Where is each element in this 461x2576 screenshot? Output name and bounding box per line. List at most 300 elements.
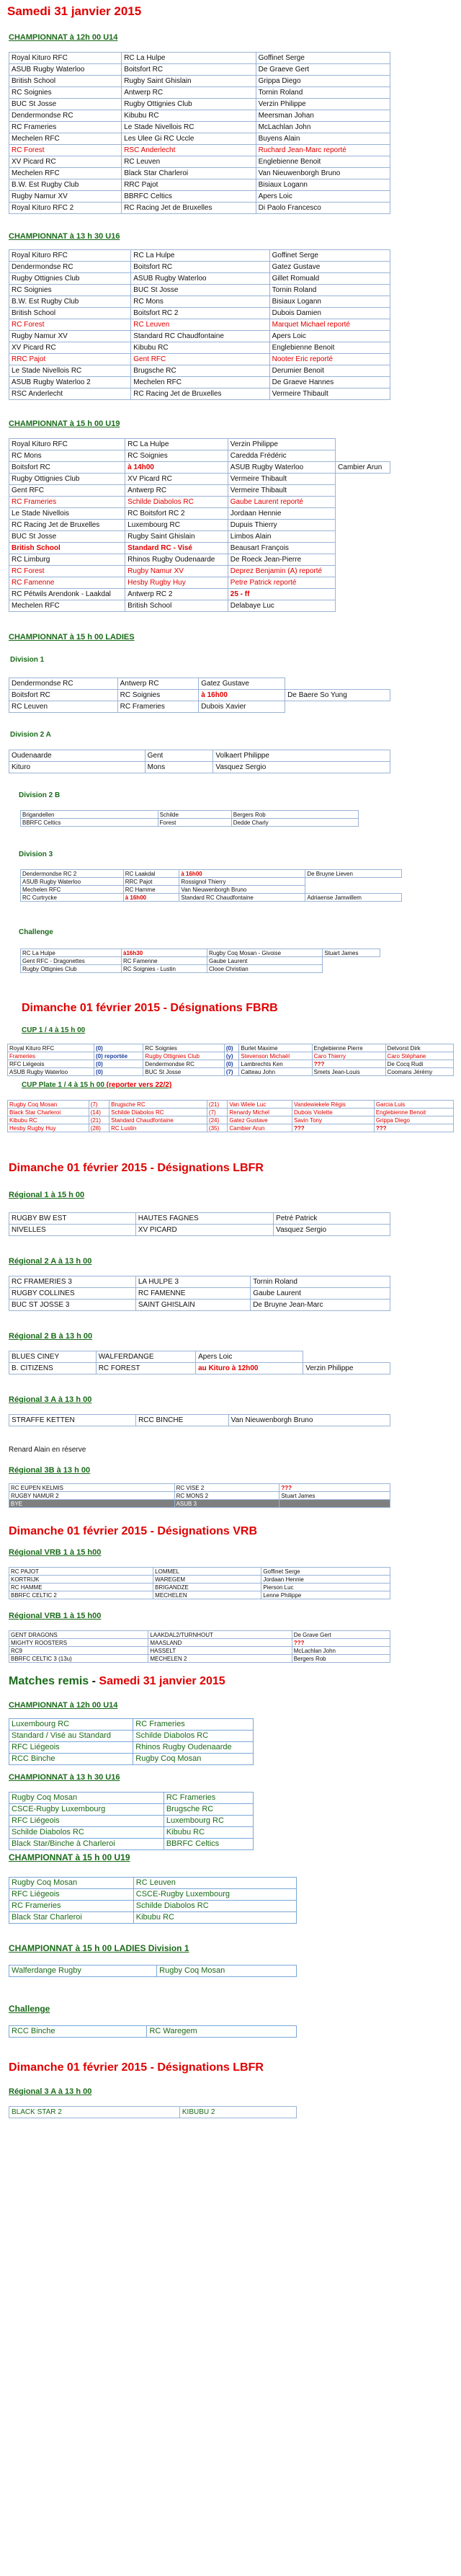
table-row xyxy=(9,110,390,122)
table-cell: Dendermondse RC xyxy=(9,110,122,122)
table-cell: RC Soignies xyxy=(125,450,228,462)
table-cell: RC Soignies xyxy=(117,690,199,701)
table-cell: CSCE-Rugby Luxembourg xyxy=(133,1889,296,1901)
table-cell: Luxembourg RC xyxy=(9,1719,133,1731)
table-rm-challenge xyxy=(9,2025,297,2038)
table-cell: Mechelen RFC xyxy=(9,133,122,145)
table-row xyxy=(9,543,390,554)
table-row xyxy=(9,1878,297,1889)
table-cell: LA HULPE 3 xyxy=(135,1276,250,1288)
table-cell: BYE xyxy=(9,1500,175,1508)
table-cell: Tornin Roland xyxy=(256,87,390,99)
table-row xyxy=(9,1276,390,1288)
table-cell: British School xyxy=(9,76,122,87)
table-row xyxy=(21,965,380,973)
table-cell: Derumier Benoit xyxy=(269,365,390,377)
table-cell: Catteau John xyxy=(239,1068,312,1076)
table-cell: Vermeire Thibault xyxy=(228,474,335,485)
table-cell: HAUTES FAGNES xyxy=(135,1213,273,1225)
table-row xyxy=(9,203,390,214)
table-cell: Rugby Namur XV xyxy=(9,331,131,342)
title-date: Dimanche 01 février 2015 xyxy=(9,1525,148,1537)
table-cell: BBRFC CELTIC 3 (13u) xyxy=(9,1655,148,1663)
table-cell: Gaube Laurent xyxy=(207,957,322,965)
plate-note: (reporter vers 22/2) xyxy=(106,1081,172,1089)
table-cell: Jordaan Hennie xyxy=(228,508,335,520)
table-row xyxy=(9,1966,297,1977)
table-cell: Kibubu RC xyxy=(122,110,256,122)
table-cell: Mons xyxy=(145,762,213,773)
table-cell: RCC BINCHE xyxy=(136,1415,229,1426)
table-cell: Boitsfort RC xyxy=(131,262,269,273)
table-cell: Englebienne Benoit xyxy=(269,342,390,354)
table-cell: Rugby Coq Mosan xyxy=(9,1793,164,1804)
table-row xyxy=(9,285,390,296)
table-row xyxy=(9,678,390,690)
heading-rm-ladies: CHAMPIONNAT à 15 h 00 LADIES Division 1 xyxy=(9,1943,189,1953)
table-row xyxy=(9,250,390,262)
table-vrb1a xyxy=(9,1567,390,1599)
table-r2a xyxy=(9,1276,390,1311)
table-row xyxy=(9,1631,390,1639)
table-cell: Caro Thierry xyxy=(312,1052,385,1060)
table-cell: Brigandellen xyxy=(21,811,158,819)
table-cell: RRC Pajot xyxy=(122,179,256,191)
table-row xyxy=(9,1912,297,1924)
table-cell: Gillet Romuald xyxy=(269,273,390,285)
title-sunday-vrb: Dimanche 01 février 2015 - Désignations VRB xyxy=(9,1525,258,1537)
table-cell: Brugsche RC xyxy=(164,1804,253,1816)
table-cell: Mechelen RFC xyxy=(21,886,124,894)
table-cell: RC Forest xyxy=(9,145,122,156)
table-cell: Verzin Philippe xyxy=(256,99,390,110)
table-cell: RC Leuven xyxy=(9,701,118,713)
table-cell: Rugby Ottignies Club xyxy=(21,965,122,973)
table-cell: (21) xyxy=(89,1116,109,1124)
title-suffix: Désignations LBFR xyxy=(157,1162,264,1174)
table-row xyxy=(8,1109,454,1116)
table-cell: RSC Anderlecht xyxy=(122,145,256,156)
table-u14 xyxy=(9,52,390,214)
table-cell: RUGBY COLLINES xyxy=(9,1288,136,1300)
table-row xyxy=(9,2107,297,2118)
table-row xyxy=(8,1044,454,1052)
table-cell: HASSELT xyxy=(148,1647,292,1655)
table-cell: (0) xyxy=(224,1060,239,1068)
heading-div1: Division 1 xyxy=(10,656,45,664)
table-cell: (24) xyxy=(207,1116,227,1124)
table-cell: Royal Kituro RFC xyxy=(8,1044,94,1052)
table-cell: RC Hamme xyxy=(123,886,179,894)
table-cell: British School xyxy=(9,308,131,319)
table-cell: Dendermondse RC xyxy=(9,678,118,690)
table-row xyxy=(9,1647,390,1655)
heading-cup1: CUP 1 / 4 à 15 h 00 xyxy=(22,1026,86,1034)
table-cell: Black Star/Binche à Charleroi xyxy=(9,1839,164,1850)
table-cell: (7) xyxy=(89,1101,109,1109)
table-cell: Bergers Rob xyxy=(231,811,358,819)
table-cell: ??? xyxy=(312,1060,385,1068)
table-cell: SAINT GHISLAIN xyxy=(135,1300,250,1311)
table-row xyxy=(9,354,390,365)
table-cell: RC Famenne xyxy=(9,577,125,589)
table-cell: Boitsfort RC xyxy=(122,64,256,76)
table-cell: BUC St Josse xyxy=(9,99,122,110)
title-sunday-end: Dimanche 01 février 2015 - Désignations LBFR xyxy=(9,2061,264,2074)
table-cell: Le Stade Nivellois RC xyxy=(9,365,131,377)
heading-rm-u16: CHAMPIONNAT à 13 h 30 U16 xyxy=(9,1773,120,1782)
table-cell: Le Stade Nivellois xyxy=(9,508,125,520)
table-cell: Stuart James xyxy=(279,1492,390,1500)
table-cell: Grippa Diego xyxy=(374,1116,453,1124)
table-cell: RFC Liégeois xyxy=(8,1060,94,1068)
table-cell: (0) reportée xyxy=(94,1052,143,1060)
table-row xyxy=(9,554,390,566)
table-cell: Beausart François xyxy=(228,543,335,554)
table-cell: Oudenaarde xyxy=(9,750,146,762)
table-row xyxy=(9,531,390,543)
heading-div3: Division 3 xyxy=(19,850,53,858)
table-cell: De Roeck Jean-Pierre xyxy=(228,554,335,566)
table-cell: Detvorst Dirk xyxy=(385,1044,453,1052)
table-cell: Standard / Visé au Standard xyxy=(9,1731,133,1742)
heading-u19: CHAMPIONNAT à 15 h 00 U19 xyxy=(9,419,120,428)
table-row xyxy=(21,957,380,965)
table-cell: MAASLAND xyxy=(148,1639,292,1647)
table-cell: Tornin Roland xyxy=(251,1276,390,1288)
table-cell: Garcia Luis xyxy=(374,1101,453,1109)
table-cell: Stevenson Michaël xyxy=(239,1052,312,1060)
table-cell: Stuart James xyxy=(323,949,380,957)
table-cell: (0) xyxy=(94,1044,143,1052)
table-cell: KIBUBU 2 xyxy=(179,2107,296,2118)
table-cell: ASUB Rugby Waterloo xyxy=(21,878,124,886)
table-row xyxy=(21,894,402,902)
table-row xyxy=(8,1101,454,1109)
table-row xyxy=(9,1415,390,1426)
table-cell: Antwerp RC xyxy=(117,678,199,690)
table-cell: KORTRIJK xyxy=(9,1576,153,1584)
table-row xyxy=(21,878,402,886)
table-cell: Dubois Violette xyxy=(292,1109,375,1116)
table-cell: Royal Kituro RFC xyxy=(9,439,125,450)
table-row xyxy=(9,64,390,76)
table-cell: Schilde Diabolos RC xyxy=(133,1901,296,1912)
table-cell: Kibubu RC xyxy=(8,1116,89,1124)
table-row xyxy=(9,520,390,531)
table-cell: Rugby Coq Mosan xyxy=(9,1878,134,1889)
table-cell: RC Racing Jet de Bruxelles xyxy=(122,203,256,214)
table-row xyxy=(9,1500,390,1508)
table-cell: Hesby Rugby Huy xyxy=(125,577,228,589)
title-sunday-lbfr: Dimanche 01 février 2015 - Désignations LBFR xyxy=(9,1162,264,1174)
table-row xyxy=(9,577,390,589)
table-cell: ASUB Rugby Waterloo xyxy=(131,273,269,285)
table-cell: (0) xyxy=(224,1044,239,1052)
table-cell: Gatez Gustave xyxy=(228,1116,292,1124)
title-date: Dimanche 01 février 2015 xyxy=(22,1002,161,1014)
heading-rm-u19: CHAMPIONNAT à 15 h 00 U19 xyxy=(9,1852,130,1862)
table-cell: RC Waregem xyxy=(147,2026,297,2038)
table-cell: Boitsfort RC xyxy=(9,690,118,701)
table-row xyxy=(9,342,390,354)
table-row xyxy=(9,566,390,577)
table-cell: Nooter Eric reporté xyxy=(269,354,390,365)
table-cell: à 16h00 xyxy=(123,894,179,902)
table-cell: Apers Loic xyxy=(269,331,390,342)
title-suffix: Désignations LBFR xyxy=(157,2061,264,2074)
table-cell: RC Frameries xyxy=(9,1901,134,1912)
table-cell: RC Frameries xyxy=(164,1793,253,1804)
table-row xyxy=(9,168,390,179)
table-u19 xyxy=(9,438,390,612)
table-cell: Royal Kituro RFC xyxy=(9,250,131,262)
table-cell: Savin Tony xyxy=(292,1116,375,1124)
table-cell: Delabaye Luc xyxy=(228,600,335,612)
heading-div2a: Division 2 A xyxy=(10,731,51,739)
title-suffix: Désignations FBRB xyxy=(170,1002,278,1014)
table-row xyxy=(9,1827,254,1839)
table-cell: RC Soignies xyxy=(143,1044,224,1052)
table-cell: Schilde Diabolos RC xyxy=(9,1827,164,1839)
table-cell: Brugsche RC xyxy=(109,1101,207,1109)
table-cell: CSCE-Rugby Luxembourg xyxy=(9,1804,164,1816)
table-row xyxy=(9,1576,390,1584)
table-cell: RC Leuven xyxy=(131,319,269,331)
page-title-saturday: Samedi 31 janvier 2015 xyxy=(7,4,142,18)
table-cell: RC Frameries xyxy=(9,497,125,508)
table-row xyxy=(9,1901,297,1912)
table-row xyxy=(9,474,390,485)
table-cell: RC VISE 2 xyxy=(174,1484,279,1492)
table-div1 xyxy=(9,678,390,713)
table-cell: Lenne Philippe xyxy=(261,1591,390,1599)
table-cell: Rugby Saint Ghislain xyxy=(122,76,256,87)
table-cell: Lambrechts Ken xyxy=(239,1060,312,1068)
table-cell: British School xyxy=(9,543,125,554)
table-cell: Vermeire Thibault xyxy=(228,485,335,497)
table-cell: Englebienne Pierre xyxy=(312,1044,385,1052)
table-cell: Verzin Philippe xyxy=(303,1363,390,1374)
table-cell: Kibubu RC xyxy=(164,1827,253,1839)
table-cell: RC Racing Jet de Bruxelles xyxy=(9,520,125,531)
table-cell: Standard RC - Visé xyxy=(125,543,228,554)
table-cell: RC Soignies - Lustin xyxy=(122,965,207,973)
table-cell: Rugby Ottignies Club xyxy=(9,273,131,285)
table-row xyxy=(9,145,390,156)
table-row xyxy=(9,1213,390,1225)
table-cell: Dubois Xavier xyxy=(199,701,285,713)
table-cell: RFC Liégeois xyxy=(9,1816,164,1827)
table-cell: RC Forest xyxy=(9,566,125,577)
table-cell: à 16h00 xyxy=(199,690,285,701)
heading-ladies: CHAMPIONNAT à 15 h 00 LADIES xyxy=(9,633,135,641)
table-cell: BUC St Josse xyxy=(143,1068,224,1076)
table-cell: Antwerp RC xyxy=(125,485,228,497)
table-row xyxy=(21,870,402,878)
table-row xyxy=(9,156,390,168)
table-cell: Clooe Christian xyxy=(207,965,322,973)
table-cell: Rhinos Rugby Oudenaarde xyxy=(125,554,228,566)
table-row xyxy=(9,508,390,520)
table-cell: Vandewiekele Régis xyxy=(292,1101,375,1109)
heading-plate xyxy=(22,1081,171,1089)
table-row xyxy=(9,296,390,308)
table-cell: Standard RC Chaudfontaine xyxy=(179,894,305,902)
table-cell: Apers Loic xyxy=(196,1351,303,1363)
heading-r2a: Régional 2 A à 13 h 00 xyxy=(9,1257,92,1266)
table-row xyxy=(9,377,390,388)
table-row xyxy=(9,1889,297,1901)
table-cell: Buyens Alain xyxy=(256,133,390,145)
table-cell: Kituro xyxy=(9,762,146,773)
remis-date: Samedi 31 janvier 2015 xyxy=(99,1675,225,1687)
table-row xyxy=(9,701,390,713)
table-cell: RUGBY NAMUR 2 xyxy=(9,1492,175,1500)
table-cell: RC Soignies xyxy=(9,87,122,99)
table-r3a xyxy=(9,1414,390,1426)
table-cell: BBRFC Celtics xyxy=(122,191,256,203)
table-row xyxy=(9,1754,254,1765)
table-cell: BLUES CINEY xyxy=(9,1351,97,1363)
table-row xyxy=(9,1351,390,1363)
table-cell: Schilde Diabolos RC xyxy=(125,497,228,508)
table-rm-u14 xyxy=(9,1718,254,1765)
table-cell: Le Stade Nivellois RC xyxy=(122,122,256,133)
table-cell: STRAFFE KETTEN xyxy=(9,1415,136,1426)
table-u16 xyxy=(9,249,390,400)
plate-title: CUP Plate 1 / 4 à 15 h 00 xyxy=(22,1081,104,1089)
table-cell: Verzin Philippe xyxy=(228,439,335,450)
table-cell: LAAKDAL2/TURNHOUT xyxy=(148,1631,292,1639)
table-cell: Renardy Michel xyxy=(228,1109,292,1116)
table-cell: RRC Pajot xyxy=(9,354,131,365)
table-cell: RC La Hulpe xyxy=(125,439,228,450)
table-row xyxy=(9,331,390,342)
table-row xyxy=(9,1300,390,1311)
table-cell: BBRFC Celtics xyxy=(164,1839,253,1850)
table-row xyxy=(21,819,359,827)
heading-rm-u14: CHAMPIONNAT à 12h 00 U14 xyxy=(9,1701,118,1710)
table-row xyxy=(9,1492,390,1500)
table-cell: De Graeve Hannes xyxy=(269,377,390,388)
table-row xyxy=(9,762,390,773)
table-cell: Cambier Arun xyxy=(336,462,390,474)
table-cell: Rugby Namur XV xyxy=(9,191,122,203)
table-cell: Goffinet Serge xyxy=(269,250,390,262)
table-cell: De Baere So Yung xyxy=(285,690,390,701)
table-cell: Bisiaux Logann xyxy=(269,296,390,308)
table-cell: Meersman Johan xyxy=(256,110,390,122)
table-r2b xyxy=(9,1351,390,1374)
table-cell: BUC St Josse xyxy=(9,531,125,543)
table-cell: Van Nieuwenborgh Bruno xyxy=(228,1415,390,1426)
table-row xyxy=(9,1719,254,1731)
table-cell: Dedde Charly xyxy=(231,819,358,827)
table-row xyxy=(9,589,390,600)
table-cell: Standard Chaudfontaine xyxy=(109,1116,207,1124)
table-cell: Schilde Diabolos RC xyxy=(133,1731,254,1742)
table-cell: RC Curtrycke xyxy=(21,894,124,902)
table-cell: RSC Anderlecht xyxy=(9,388,131,400)
table-cell: ASUB Rugby Waterloo 2 xyxy=(9,377,131,388)
table-cell: RC Frameries xyxy=(117,701,199,713)
table-cell: Goffinet Serge xyxy=(261,1568,390,1576)
table-cell: Dendermondse RC xyxy=(143,1060,224,1068)
table-cell: Vermeire Thibault xyxy=(269,388,390,400)
table-cell: (35) xyxy=(207,1124,227,1132)
table-cell: XV PICARD xyxy=(135,1225,273,1236)
heading-vrb1a: Régional VRB 1 à 15 h00 xyxy=(9,1548,102,1557)
table-cell: (14) xyxy=(89,1109,109,1116)
table-cell: Limbos Alain xyxy=(228,531,335,543)
table-cell: De Grave Gert xyxy=(292,1631,390,1639)
table-row xyxy=(9,497,390,508)
table-row xyxy=(9,308,390,319)
table-vrb1b xyxy=(9,1630,390,1663)
table-cell: Coomans Jérémy xyxy=(385,1068,453,1076)
heading-r2b: Régional 2 B à 13 h 00 xyxy=(9,1332,93,1341)
table-cell: Apers Loic xyxy=(256,191,390,203)
table-cell: Frameries xyxy=(8,1052,94,1060)
table-cell: Antwerp RC 2 xyxy=(125,589,228,600)
table-cell: (y) xyxy=(224,1052,239,1060)
table-row xyxy=(9,191,390,203)
table-cell: Mechelen RFC xyxy=(131,377,269,388)
table-row xyxy=(9,1639,390,1647)
table-cell: Marquet Michael reporté xyxy=(269,319,390,331)
table-cell: Vasquez Sergio xyxy=(213,762,390,773)
table-cell: XV Picard RC xyxy=(9,156,122,168)
table-cell: Di Paolo Francesco xyxy=(256,203,390,214)
table-row xyxy=(9,273,390,285)
table-cell: ASUB 3 xyxy=(174,1500,279,1508)
table-cell: Gent RFC xyxy=(131,354,269,365)
table-cell: Grippa Diego xyxy=(256,76,390,87)
table-cell: Van Nieuwenborgh Bruno xyxy=(256,168,390,179)
heading-end-r3a: Régional 3 A à 13 h 00 xyxy=(9,2087,92,2096)
table-cell: RC Soignies xyxy=(9,285,131,296)
table-cell: (0) xyxy=(94,1060,143,1068)
table-cell: Van Wiele Luc xyxy=(228,1101,292,1109)
table-cell: RC La Hulpe xyxy=(21,949,122,957)
table-cell: RC Lustin xyxy=(109,1124,207,1132)
table-cell: Adriaense Jamwillem xyxy=(305,894,402,902)
table-cell: De Bruyne Lieven xyxy=(305,870,402,878)
table-cell: Walferdange Rugby xyxy=(9,1966,157,1977)
table-cell: Ruchard Jean-Marc reporté xyxy=(256,145,390,156)
table-cell: RC Forest xyxy=(9,319,131,331)
heading-div2b: Division 2 B xyxy=(19,791,61,799)
table-row xyxy=(9,1742,254,1754)
table-row xyxy=(8,1116,454,1124)
table-row xyxy=(9,1568,390,1576)
table-cell: Boitsfort RC 2 xyxy=(131,308,269,319)
table-cell: Dupuis Thierry xyxy=(228,520,335,531)
table-cell: Vasquez Sergio xyxy=(274,1225,390,1236)
table-cell: British School xyxy=(125,600,228,612)
table-cell: MIGHTY ROOSTERS xyxy=(9,1639,148,1647)
table-cell: RFC Liégeois xyxy=(9,1889,134,1901)
table-cell: Luxembourg RC xyxy=(125,520,228,531)
table-row xyxy=(9,99,390,110)
table-row xyxy=(9,690,390,701)
table-cell: RC FAMENNE xyxy=(135,1288,250,1300)
table-cell: Cambier Arun xyxy=(228,1124,292,1132)
table-cell: McLachlan John xyxy=(256,122,390,133)
table-cell: Gaube Laurent reporté xyxy=(228,497,335,508)
table-row xyxy=(9,450,390,462)
